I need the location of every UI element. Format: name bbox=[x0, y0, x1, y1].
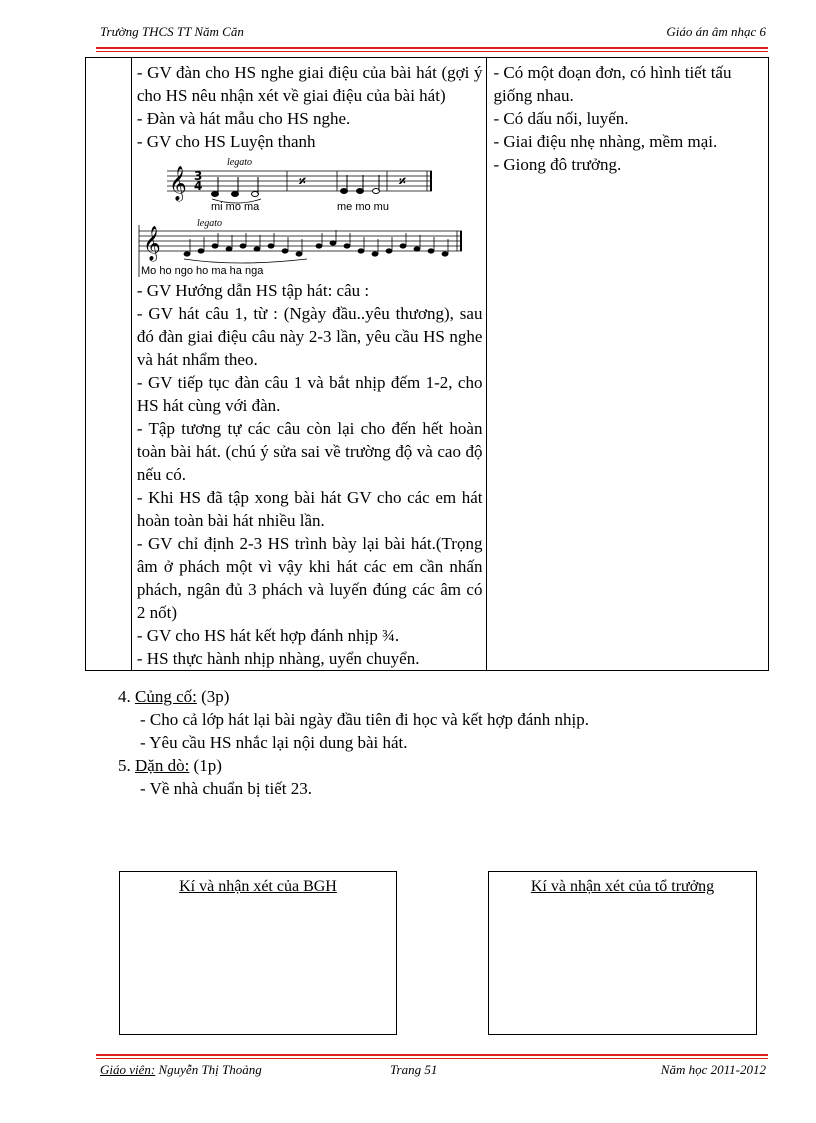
note bbox=[414, 247, 420, 251]
note bbox=[184, 252, 190, 256]
note bbox=[428, 249, 434, 253]
note bbox=[358, 249, 364, 253]
activity-item: - GV hát câu 1, từ : (Ngày đầu..yêu thương), sau đó đàn giai điệu câu này 2-3 lần, yêu cầu HS nghe và hát nhẩm theo. bbox=[136, 304, 483, 369]
homework-heading bbox=[118, 754, 312, 777]
svg-text:4: 4 bbox=[193, 179, 203, 193]
vocal-warmup-score-1 bbox=[137, 155, 437, 213]
observation-item: - Giong đô trưởng. bbox=[493, 155, 622, 174]
school-name: Trường THCS TT Năm Căn bbox=[100, 24, 244, 39]
homework-section bbox=[118, 754, 312, 800]
section-title: Dặn dò: bbox=[135, 756, 190, 775]
score1-lyrics-a: mi mo ma bbox=[210, 201, 260, 213]
note bbox=[400, 244, 406, 248]
note bbox=[316, 244, 322, 248]
signature-label-team-leader: Kí và nhận xét của tổ trưởng bbox=[530, 878, 715, 895]
note bbox=[344, 244, 350, 248]
subject-name: Giáo án âm nhạc 6 bbox=[666, 24, 766, 39]
note bbox=[254, 247, 260, 251]
vocal-warmup-score-2 bbox=[137, 215, 467, 277]
treble-clef-icon: 𝄞 bbox=[142, 226, 161, 261]
note bbox=[251, 192, 258, 197]
teacher-credit bbox=[100, 1062, 262, 1078]
note bbox=[356, 189, 363, 194]
page-header bbox=[100, 24, 766, 44]
note bbox=[211, 192, 218, 197]
footer-rule bbox=[96, 1054, 768, 1059]
note bbox=[231, 192, 238, 197]
consolidation-section bbox=[118, 685, 589, 754]
section-time: (1p) bbox=[193, 756, 222, 775]
observation-item: - Có một đoạn đơn, có hình tiết tấu giống nhau. bbox=[493, 63, 732, 105]
svg-text:𝄎: 𝄎 bbox=[398, 174, 406, 190]
activity-item: - GV chỉ định 2-3 HS trình bày lại bài hát.(Trọng âm ở phách một vì vậy khi hát các em cần nhấn phách, ngân đủ 3 phách và luyến đúng các âm có 2 nốt) bbox=[136, 534, 483, 622]
note bbox=[386, 249, 392, 253]
note bbox=[340, 189, 347, 194]
note bbox=[282, 249, 288, 253]
activity-item: - GV cho HS hát kết hợp đánh nhịp ¾. bbox=[136, 626, 400, 645]
consolidation-item: - Cho cả lớp hát lại bài ngày đầu tiên đi học và kết hợp đánh nhịp. bbox=[140, 710, 590, 729]
section-title: Củng cố: bbox=[135, 687, 197, 706]
note bbox=[198, 249, 204, 253]
activity-item: - Khi HS đã tập xong bài hát GV cho các em hát hoàn toàn bài hát nhiều lần. bbox=[136, 488, 483, 530]
page-footer bbox=[100, 1062, 766, 1080]
section-number: 4. bbox=[118, 687, 131, 706]
note bbox=[372, 252, 378, 256]
lesson-table bbox=[85, 57, 769, 671]
activity-item: - GV đàn cho HS nghe giai điệu của bài hát (gợi ý cho HS nêu nhận xét về giai điệu của bài hát) bbox=[136, 63, 483, 105]
note bbox=[226, 247, 232, 251]
activity-item: - Đàn và hát mẫu cho HS nghe. bbox=[136, 109, 351, 128]
note bbox=[442, 252, 448, 256]
note bbox=[240, 244, 246, 248]
consolidation-heading bbox=[118, 685, 589, 708]
score2-lyrics: Mo ho ngo ho ma ha nga bbox=[140, 265, 264, 277]
signature-box-bgh bbox=[119, 871, 397, 1035]
observation-item: - Giai điệu nhẹ nhàng, mềm mại. bbox=[493, 132, 718, 151]
consolidation-item: - Yêu cầu HS nhắc lại nội dung bài hát. bbox=[140, 733, 408, 752]
homework-item: - Về nhà chuẩn bị tiết 23. bbox=[140, 779, 313, 798]
activity-item: - HS thực hành nhịp nhàng, uyển chuyển. bbox=[136, 649, 420, 668]
teacher-name: Nguyễn Thị Thoảng bbox=[158, 1062, 262, 1077]
score1-tempo: legato bbox=[226, 157, 252, 168]
note bbox=[372, 189, 379, 194]
observations-cell bbox=[487, 58, 769, 671]
school-year: Năm học 2011-2012 bbox=[660, 1062, 766, 1077]
activity-item: - GV Hướng dẫn HS tập hát: câu : bbox=[136, 281, 370, 300]
teacher-label: Giáo viên: bbox=[100, 1062, 156, 1077]
note bbox=[330, 241, 336, 245]
section-time: (3p) bbox=[201, 687, 230, 706]
treble-clef-icon: 𝄞 bbox=[168, 166, 187, 201]
blank-column bbox=[86, 58, 132, 671]
observation-item: - Có dấu nối, luyến. bbox=[493, 109, 629, 128]
activity-item: - GV tiếp tục đàn câu 1 và bắt nhịp đếm 1-2, cho HS hát cùng với đàn. bbox=[136, 373, 483, 415]
signature-box-team-leader bbox=[488, 871, 757, 1035]
teacher-activities-cell bbox=[131, 58, 487, 671]
score1-lyrics-b: me mo mu bbox=[336, 201, 389, 213]
signature-label-bgh: Kí và nhận xét của BGH bbox=[179, 878, 337, 895]
page-number: Trang 51 bbox=[390, 1062, 438, 1077]
note bbox=[268, 244, 274, 248]
activity-item: - GV cho HS Luyện thanh bbox=[136, 132, 316, 151]
note bbox=[212, 244, 218, 248]
note bbox=[296, 252, 302, 256]
score2-tempo: legato bbox=[196, 218, 222, 229]
header-rule bbox=[96, 47, 768, 52]
svg-text:𝄎: 𝄎 bbox=[298, 174, 306, 190]
svg-text:3: 3 bbox=[193, 169, 203, 183]
activity-item: - Tập tương tự các câu còn lại cho đến hết hoàn toàn bài hát. (chú ý sửa sai về trường độ và cao độ nếu có. bbox=[136, 419, 483, 484]
section-number: 5. bbox=[118, 756, 131, 775]
